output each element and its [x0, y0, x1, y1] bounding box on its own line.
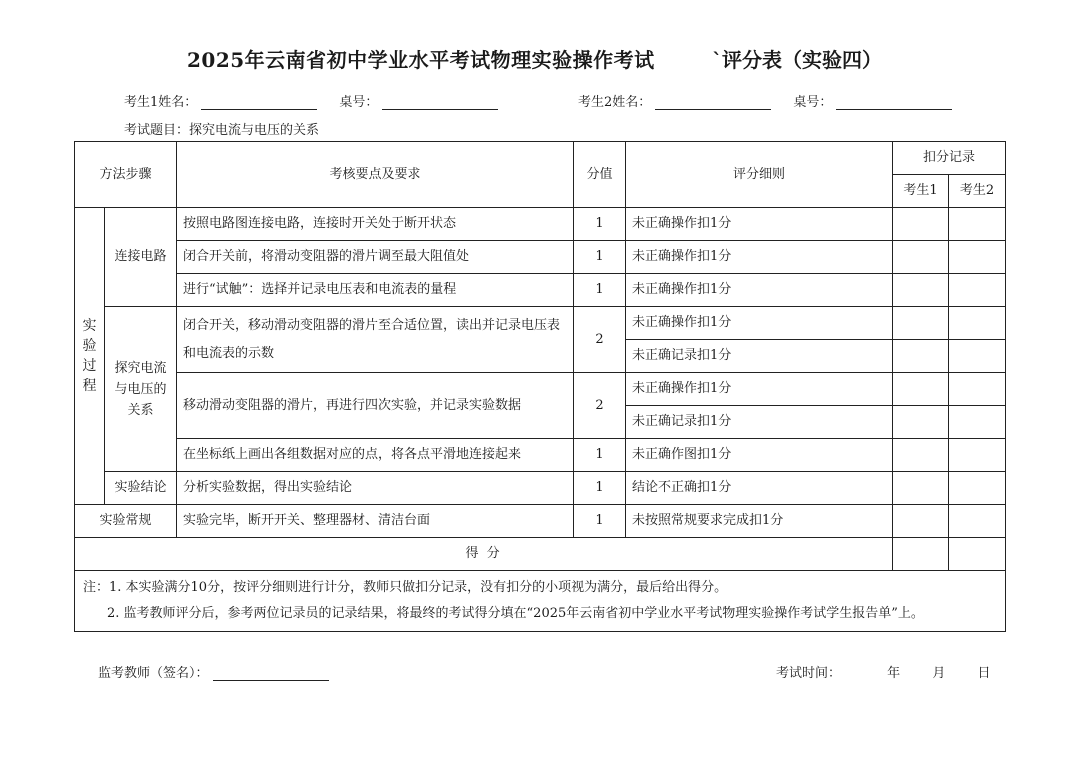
deduct-c2-row-8[interactable] — [949, 505, 1006, 538]
score-1: 1 — [574, 208, 626, 241]
candidate-1-line — [124, 91, 502, 110]
candidate-2-line — [578, 91, 956, 110]
deduct-c2-row-5a[interactable] — [949, 373, 1006, 406]
deduct-c1-row-4b[interactable] — [893, 340, 949, 373]
footer-exam-time — [776, 662, 990, 681]
requirement-8: 实验完毕，断开开关、整理器材、清洁台面 — [177, 505, 574, 538]
deduct-c2-row-4b[interactable] — [949, 340, 1006, 373]
rule-6: 未正确作图扣1分 — [626, 439, 893, 472]
page-title: 2025年云南省初中学业水平考试物理实验操作考试 — [187, 48, 655, 72]
requirement-7: 分析实验数据，得出实验结论 — [177, 472, 574, 505]
header-candidate-1: 考生1 — [893, 175, 949, 208]
requirement-3: 进行“试触”：选择并记录电压表和电流表的量程 — [177, 274, 574, 307]
score-5: 2 — [574, 373, 626, 439]
score-3: 1 — [574, 274, 626, 307]
rule-1: 未正确操作扣1分 — [626, 208, 893, 241]
deduct-c1-row-4a[interactable] — [893, 307, 949, 340]
candidate-1-desk-field[interactable] — [382, 96, 498, 110]
score-8: 1 — [574, 505, 626, 538]
footer-teacher — [98, 662, 333, 681]
total-c2[interactable] — [949, 538, 1006, 571]
candidate-1-name-label: 考生1姓名： — [124, 95, 198, 110]
deduct-c2-row-3[interactable] — [949, 274, 1006, 307]
header-score: 分值 — [574, 142, 626, 208]
group-process-label: 实验过程 — [82, 318, 97, 394]
group-conclusion: 实验结论 — [105, 472, 177, 505]
group-connect: 连接电路 — [105, 208, 177, 307]
exam-topic: 考试题目：探究电流与电压的关系 — [124, 123, 320, 138]
notes — [75, 571, 1006, 632]
deduct-c1-row-8[interactable] — [893, 505, 949, 538]
total-c1[interactable] — [893, 538, 949, 571]
rule-5a: 未正确操作扣1分 — [626, 373, 893, 406]
rule-5b: 未正确记录扣1分 — [626, 406, 893, 439]
score-4: 2 — [574, 307, 626, 373]
deduct-c2-row-4a[interactable] — [949, 307, 1006, 340]
score-table — [74, 141, 1006, 632]
score-7: 1 — [574, 472, 626, 505]
header-candidate-2: 考生2 — [949, 175, 1006, 208]
group-explore: 探究电流与电压的关系 — [105, 307, 177, 472]
rule-3: 未正确操作扣1分 — [626, 274, 893, 307]
note-2: 2. 监考教师评分后，参考两位记录员的记录结果，将最终的考试得分填在“2025年云南省初中学业水平考试物理实验操作考试学生报告单”上。 — [107, 606, 924, 621]
header-points: 考核要点及要求 — [177, 142, 574, 208]
page-title-block — [0, 44, 1080, 76]
teacher-signature-field[interactable] — [213, 667, 329, 681]
deduct-c1-row-7[interactable] — [893, 472, 949, 505]
score-6: 1 — [574, 439, 626, 472]
deduct-c1-row-6[interactable] — [893, 439, 949, 472]
candidate-2-name-field[interactable] — [655, 96, 771, 110]
group-routine: 实验常规 — [75, 505, 177, 538]
rule-2: 未正确操作扣1分 — [626, 241, 893, 274]
header-rules: 评分细则 — [626, 142, 893, 208]
requirement-5: 移动滑动变阻器的滑片，再进行四次实验，并记录实验数据 — [177, 373, 574, 439]
exam-month-label: 月 — [932, 666, 946, 681]
deduct-c1-row-5b[interactable] — [893, 406, 949, 439]
requirement-6: 在坐标纸上画出各组数据对应的点，将各点平滑地连接起来 — [177, 439, 574, 472]
deduct-c1-row-5a[interactable] — [893, 373, 949, 406]
candidate-1-desk-label: 桌号： — [339, 95, 379, 110]
candidate-2-desk-label: 桌号： — [793, 95, 833, 110]
rule-8: 未按照常规要求完成扣1分 — [626, 505, 893, 538]
requirement-1: 按照电路图连接电路，连接时开关处于断开状态 — [177, 208, 574, 241]
exam-year-label: 年 — [887, 666, 901, 681]
rule-7: 结论不正确扣1分 — [626, 472, 893, 505]
teacher-signature-label: 监考教师（签名）： — [98, 666, 209, 681]
header-method: 方法步骤 — [75, 142, 177, 208]
deduct-c2-row-6[interactable] — [949, 439, 1006, 472]
candidate-1-name-field[interactable] — [201, 96, 317, 110]
group-process — [75, 208, 105, 505]
total-label: 得 分 — [75, 538, 893, 571]
deduct-c1-row-2[interactable] — [893, 241, 949, 274]
exam-day-label: 日 — [977, 666, 991, 681]
candidate-2-desk-field[interactable] — [836, 96, 952, 110]
deduct-c1-row-1[interactable] — [893, 208, 949, 241]
deduct-c1-row-3[interactable] — [893, 274, 949, 307]
candidate-2-name-label: 考生2姓名： — [578, 95, 652, 110]
rule-4b: 未正确记录扣1分 — [626, 340, 893, 373]
deduct-c2-row-2[interactable] — [949, 241, 1006, 274]
deduct-c2-row-1[interactable] — [949, 208, 1006, 241]
header-deduct: 扣分记录 — [893, 142, 1006, 175]
note-1: 注：1. 本实验满分10分，按评分细则进行计分，教师只做扣分记录，没有扣分的小项视为满分，最后给出得分。 — [83, 580, 728, 595]
score-2: 1 — [574, 241, 626, 274]
requirement-2: 闭合开关前，将滑动变阻器的滑片调至最大阻值处 — [177, 241, 574, 274]
deduct-c2-row-7[interactable] — [949, 472, 1006, 505]
requirement-4: 闭合开关，移动滑动变阻器的滑片至合适位置，读出并记录电压表和电流表的示数 — [177, 307, 574, 373]
rule-4a: 未正确操作扣1分 — [626, 307, 893, 340]
exam-time-label: 考试时间： — [776, 666, 842, 681]
deduct-c2-row-5b[interactable] — [949, 406, 1006, 439]
page-subtitle: `评分表（实验四） — [712, 48, 882, 72]
